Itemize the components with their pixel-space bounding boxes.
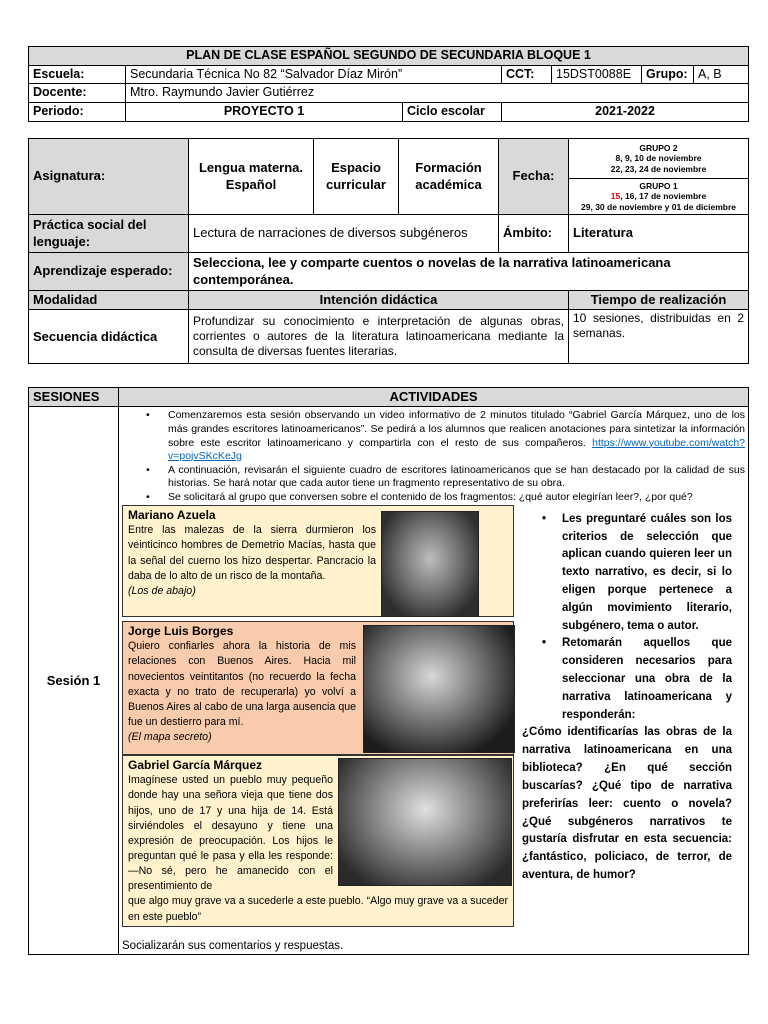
tiempo-value: 10 sesiones, distribuidas en 2 semanas. <box>569 310 749 364</box>
aprendizaje-label: Aprendizaje esperado: <box>29 253 189 291</box>
activity-2-text: A continuación, revisarán el siguiente cuadro de escritores latinoamericanos que se han destacado por la calidad de sus historias. Se hará notar que cada autor tiene un fragmento representativo de su obra. <box>168 463 745 490</box>
author-source: (Los de abajo) <box>128 584 196 597</box>
actividades-header: ACTIVIDADES <box>119 388 749 407</box>
espacio-curricular: Espacio curricular <box>314 139 399 215</box>
questions-list <box>522 511 732 725</box>
author-source: (El mapa secreto) <box>128 731 212 744</box>
grupo1-line1 <box>571 191 746 201</box>
grupo2-line1: 8, 9, 10 de noviembre <box>615 153 702 164</box>
activity-3-text: Se solicitará al grupo que conversen sobre el contenido de los fragmentos: ¿qué autor elegirían leer?, ¿por qué? <box>168 491 693 504</box>
asignatura-label: Asignatura: <box>29 139 189 215</box>
authors-panel <box>122 505 745 937</box>
author-name: Gabriel García Márquez <box>128 757 263 772</box>
ciclo-label: Ciclo escolar <box>403 102 502 121</box>
video-link[interactable]: https://www.youtube.com/watch?v=pojvSKcKeJg <box>168 436 746 463</box>
author-fragment: Quiero confiarles ahora la historia de mis relaciones con Buenos Aires. Hacia mil novecientos veintitantos (no recuerdo la fecha exacta y no trato de recuperarla) yo volví a Buenos Aires al cabo de una larga ausencia que fue un destierro para mí. <box>128 640 356 729</box>
practica-label: Práctica social del lenguaje: <box>29 215 189 253</box>
grupo2-line2: 22, 23, 24 de noviembre <box>610 163 707 174</box>
escuela-value: Secundaria Técnica No 82 “Salvador Díaz Mirón” <box>126 65 502 84</box>
escuela-label: Escuela: <box>29 65 126 84</box>
bullet-icon: • <box>542 512 547 525</box>
fecha-grupo2 <box>569 139 749 179</box>
author-name: Mariano Azuela <box>128 507 216 522</box>
secuencia-label: Secuencia didáctica <box>29 310 189 364</box>
grupo-value: A, B <box>694 65 749 84</box>
grupo1-line1-rest: , 16, 17 de noviembre <box>620 191 707 202</box>
sesiones-header: SESIONES <box>29 388 119 407</box>
activities-cell <box>119 407 749 955</box>
author-fragment: Entre las malezas de la sierra durmieron los veinticinco hombres de Demetrio Macías, hasta que la señal del cuerno los hizo despertar. Pancracio la daba de lo alto de un risco de la montaña. <box>128 524 376 582</box>
docente-value: Mtro. Raymundo Javier Gutiérrez <box>126 84 749 103</box>
questions-text: ¿Cómo identificarías las obras de la narrativa latinoamericana en una biblioteca? ¿En qué sección buscarías? ¿Qué tipo de narrativa preferirías leer: cuento o novela? ¿Qué subgéneros narrativos te gustaría disfrutar en esta secuencia: ¿fantástico, policiaco, de terror, de aventura, de humor? <box>522 726 732 881</box>
fecha-label: Fecha: <box>499 139 569 215</box>
periodo-value: PROYECTO 1 <box>126 102 403 121</box>
author-fragment: Imagínese usted un pueblo muy pequeño donde hay una señora vieja que tiene dos hijos, uno de 17 y una hija de 14. Está sirviéndoles el desayuno y tiene una expresión de preocupación. Los hijos le preguntan qué le pasa y ella les responde: —No sé, pero he amanecido con el presentimiento de <box>128 774 333 893</box>
cct-label: CCT: <box>502 65 552 84</box>
author-fragment-continued: que algo muy grave va a sucederle a este pueblo. “Algo muy grave va a suceder en este pueblo” <box>128 895 508 923</box>
ciclo-value: 2021-2022 <box>502 102 749 121</box>
intencion-label: Intención didáctica <box>189 291 569 310</box>
bullet-icon: • <box>146 491 150 504</box>
aprendizaje-value: Selecciona, lee y comparte cuentos o novelas de la narrativa latinoamericana contemporánea. <box>189 253 749 291</box>
grupo-label: Grupo: <box>642 65 694 84</box>
session-name: Sesión 1 <box>29 407 119 955</box>
docente-label: Docente: <box>29 84 126 103</box>
grupo1-red-date: 15 <box>610 191 621 202</box>
activity-item <box>122 464 745 491</box>
questions-column <box>522 511 732 885</box>
activity-item <box>122 491 745 505</box>
grupo1-title: GRUPO 1 <box>639 181 678 192</box>
bullet-icon: • <box>542 637 547 650</box>
intencion-value: Profundizar su conocimiento e interpretación de algunas obras, corrientes o autores de la literatura latinoamericana mediante la consulta de diversas fuentes literarias. <box>189 310 569 364</box>
sessions-table <box>28 387 749 955</box>
author-card-borges <box>122 621 514 755</box>
mariano-azuela-portrait-icon <box>381 511 479 617</box>
activity-1-text: Comenzaremos esta sesión observando un video informativo de 2 minutos titulado “Gabriel García Márquez, uno de los más grandes escritores latinoamericanos”. Se pedirá a los alumnos que realicen anotaciones para sintetizar la información sobre este escritor latinoamericano y compartirla con el resto de sus compañeros. <box>168 409 745 449</box>
question-item <box>522 635 732 724</box>
author-card-garcia-marquez <box>122 755 514 927</box>
activity-item <box>122 409 745 464</box>
formacion-academica: Formación académica <box>399 139 499 215</box>
bullet-icon: • <box>146 409 150 422</box>
closing-text: Socializarán sus comentarios y respuestas. <box>122 939 344 952</box>
ambito-value: Literatura <box>569 215 749 253</box>
practica-value: Lectura de narraciones de diversos subgéneros <box>189 215 499 253</box>
author-card-azuela <box>122 505 514 617</box>
plan-title: PLAN DE CLASE ESPAÑOL SEGUNDO DE SECUNDARIA BLOQUE 1 <box>29 47 749 66</box>
info-table <box>28 138 749 364</box>
ambito-label: Ámbito: <box>499 215 569 253</box>
activities-list <box>122 409 745 504</box>
fecha-grupo1 <box>569 179 749 215</box>
asignatura-value: Lengua materna. Español <box>189 139 314 215</box>
header-table <box>28 46 749 122</box>
author-name: Jorge Luis Borges <box>128 623 234 638</box>
modalidad-label: Modalidad <box>29 291 189 310</box>
jorge-luis-borges-portrait-icon <box>363 625 515 753</box>
question-item <box>522 511 732 636</box>
question-bullet-1: Les preguntaré cuáles son los criterios de selección que aplican cuando quieren leer un texto narrativo, es decir, si lo eligen porque pertenece a algún movimiento literario, subgénero, tema o autor. <box>562 512 732 632</box>
bullet-icon: • <box>146 463 150 476</box>
tiempo-label: Tiempo de realización <box>569 291 749 310</box>
gabriel-garcia-marquez-portrait-icon <box>338 758 512 886</box>
periodo-label: Periodo: <box>29 102 126 121</box>
question-bullet-2: Retomarán aquellos que consideren necesarios para seleccionar una obra de la narrativa latinoamericana y responderán: <box>562 637 732 721</box>
grupo1-line2: 29, 30 de noviembre y 01 de diciembre <box>581 201 736 212</box>
grupo2-title: GRUPO 2 <box>639 143 678 154</box>
cct-value: 15DST0088E <box>552 65 642 84</box>
